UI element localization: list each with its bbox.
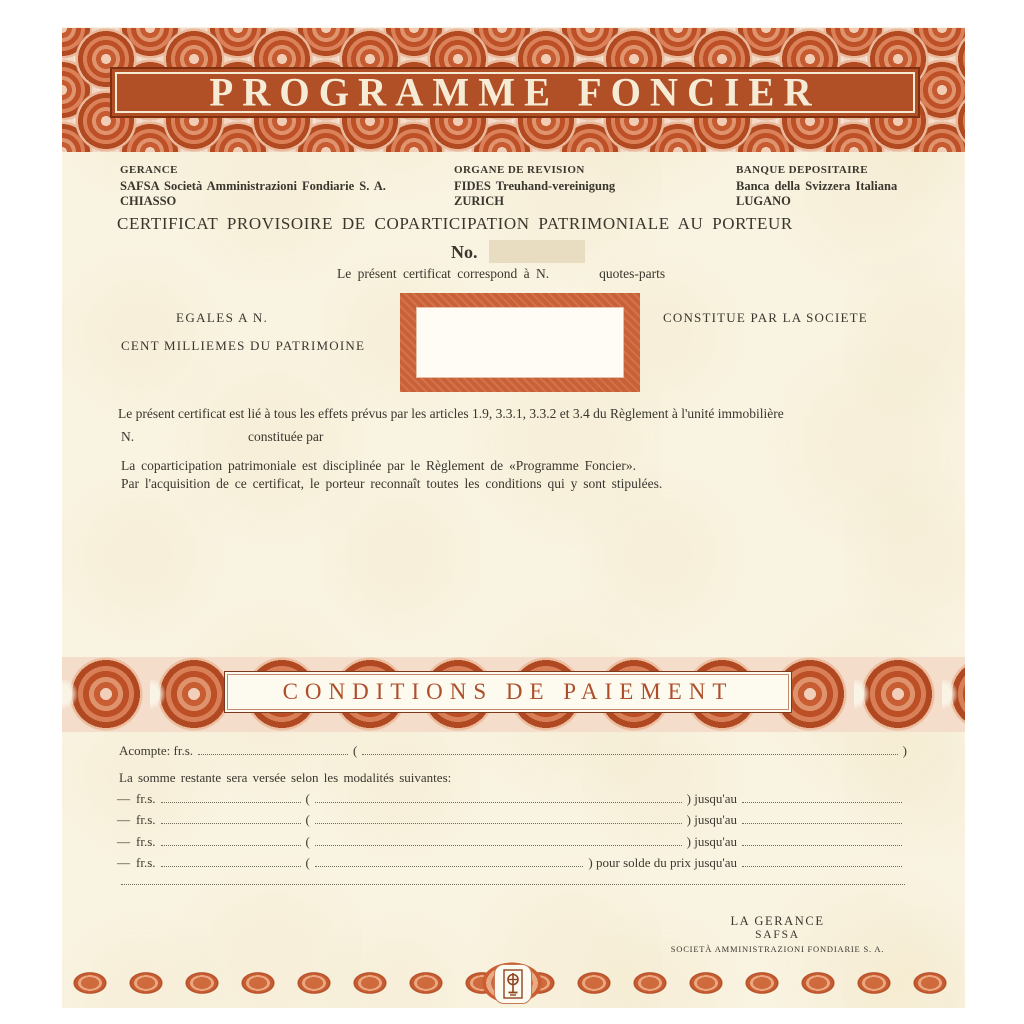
paragraph1-line1-text: Le présent certificat est lié à tous les effets prévus par les articles 1.9, 3.3.1, 3.3.2 et 3.4 du Règlement à l'unité immobilière (118, 406, 784, 421)
paragraph1-n: N. (121, 429, 135, 444)
acompte-close-paren: ) (902, 743, 907, 758)
banque-label: BANQUE DEPOSITAIRE (736, 164, 868, 176)
correspond-before: Le présent certificat correspond à N. (337, 266, 550, 281)
installment-row (117, 792, 907, 805)
paragraph1-rest: constituée par (248, 429, 324, 444)
revision-label: ORGANE DE REVISION (454, 164, 585, 176)
row-amount-blank (161, 843, 301, 846)
row-date-blank (742, 864, 902, 867)
value-ornate-box (400, 293, 640, 392)
final-blank-line (121, 880, 905, 885)
correspond-line (337, 266, 665, 282)
row-currency-label: fr.s. (136, 855, 156, 870)
certificate-heading (117, 214, 907, 234)
row-words-blank (315, 800, 682, 803)
signature-line2: SAFSA (755, 929, 800, 941)
restante-line: La somme restante sera versée selon les modalités suivantes: (119, 770, 452, 785)
row-words-blank (315, 864, 584, 867)
value-field (417, 308, 623, 377)
installment-row (117, 813, 907, 826)
egales-line2: CENT MILLIEMES DU PATRIMOINE (121, 338, 366, 353)
row-date-blank (742, 821, 902, 824)
row-suffix: ) jusqu'au (686, 812, 737, 827)
installment-row (117, 835, 907, 848)
paragraph2-line1: La coparticipation patrimoniale est disciplinée par le Règlement de «Programme Foncier». (121, 458, 636, 473)
row-open-paren: ( (305, 812, 310, 827)
acompte-label: Acompte: fr.s. (119, 743, 194, 758)
egales-line1: EGALES A N. (176, 310, 269, 325)
emblem-frame (494, 964, 532, 1004)
banque-city: LUGANO (736, 194, 791, 208)
banque-name: Banca della Svizzera Italiana (736, 178, 898, 193)
row-amount-blank (161, 800, 301, 803)
acompte-row (119, 744, 907, 757)
correspond-after: quotes-parts (599, 266, 666, 281)
row-words-blank (315, 843, 682, 846)
row-words-blank (315, 821, 682, 824)
row-date-blank (742, 800, 902, 803)
row-open-paren: ( (305, 855, 310, 870)
number-label: No. (451, 242, 478, 262)
row-suffix: ) jusqu'au (686, 834, 737, 849)
acompte-open-paren: ( (353, 743, 358, 758)
row-amount-blank (161, 864, 301, 867)
paragraph2-line2: Par l'acquisition de ce certificat, le porteur reconnaît toutes les conditions qui y sont stipulées. (121, 476, 663, 491)
constitue-label: CONSTITUE PAR LA SOCIETE (663, 310, 868, 325)
header-column-revision (454, 163, 615, 210)
row-dash: — (117, 834, 130, 849)
paragraph1-line1 (118, 405, 908, 423)
revision-name: FIDES Treuhand-vereinigung (454, 178, 616, 193)
row-currency-label: fr.s. (136, 791, 156, 806)
document-title: PROGRAMME FONCIER (209, 70, 821, 115)
header-column-banque (736, 163, 897, 210)
revision-city: ZURICH (454, 194, 505, 208)
certificate-heading-text: CERTIFICAT PROVISOIRE DE COPARTICIPATION PATRIMONIALE AU PORTEUR (117, 214, 793, 233)
signature-line3: SOCIETÀ AMMINISTRAZIONI FONDIARIE S. A. (670, 944, 885, 954)
title-banner (110, 67, 920, 118)
gerance-label: GERANCE (120, 164, 178, 176)
row-open-paren: ( (305, 791, 310, 806)
signature-block (640, 914, 915, 956)
gerance-city: CHIASSO (120, 194, 177, 208)
gerance-name: SAFSA Società Amministrazioni Fondiarie S. A. (120, 178, 386, 193)
bottom-center-medallion (472, 956, 552, 1010)
signature-line1: LA GERANCE (730, 914, 825, 928)
acompte-words-blank (362, 752, 897, 755)
programme-foncier-emblem-icon (503, 969, 523, 999)
row-suffix: ) pour solde du prix jusqu'au (588, 855, 737, 870)
row-currency-label: fr.s. (136, 834, 156, 849)
row-open-paren: ( (305, 834, 310, 849)
number-field (489, 240, 585, 263)
row-amount-blank (161, 821, 301, 824)
conditions-banner-text: CONDITIONS DE PAIEMENT (282, 679, 734, 704)
row-date-blank (742, 843, 902, 846)
header-column-gerance (120, 163, 386, 210)
row-dash: — (117, 791, 130, 806)
row-dash: — (117, 855, 130, 870)
acompte-amount-blank (198, 752, 348, 755)
conditions-banner (224, 671, 792, 713)
row-currency-label: fr.s. (136, 812, 156, 827)
row-suffix: ) jusqu'au (686, 791, 737, 806)
installment-row (117, 856, 907, 869)
row-dash: — (117, 812, 130, 827)
